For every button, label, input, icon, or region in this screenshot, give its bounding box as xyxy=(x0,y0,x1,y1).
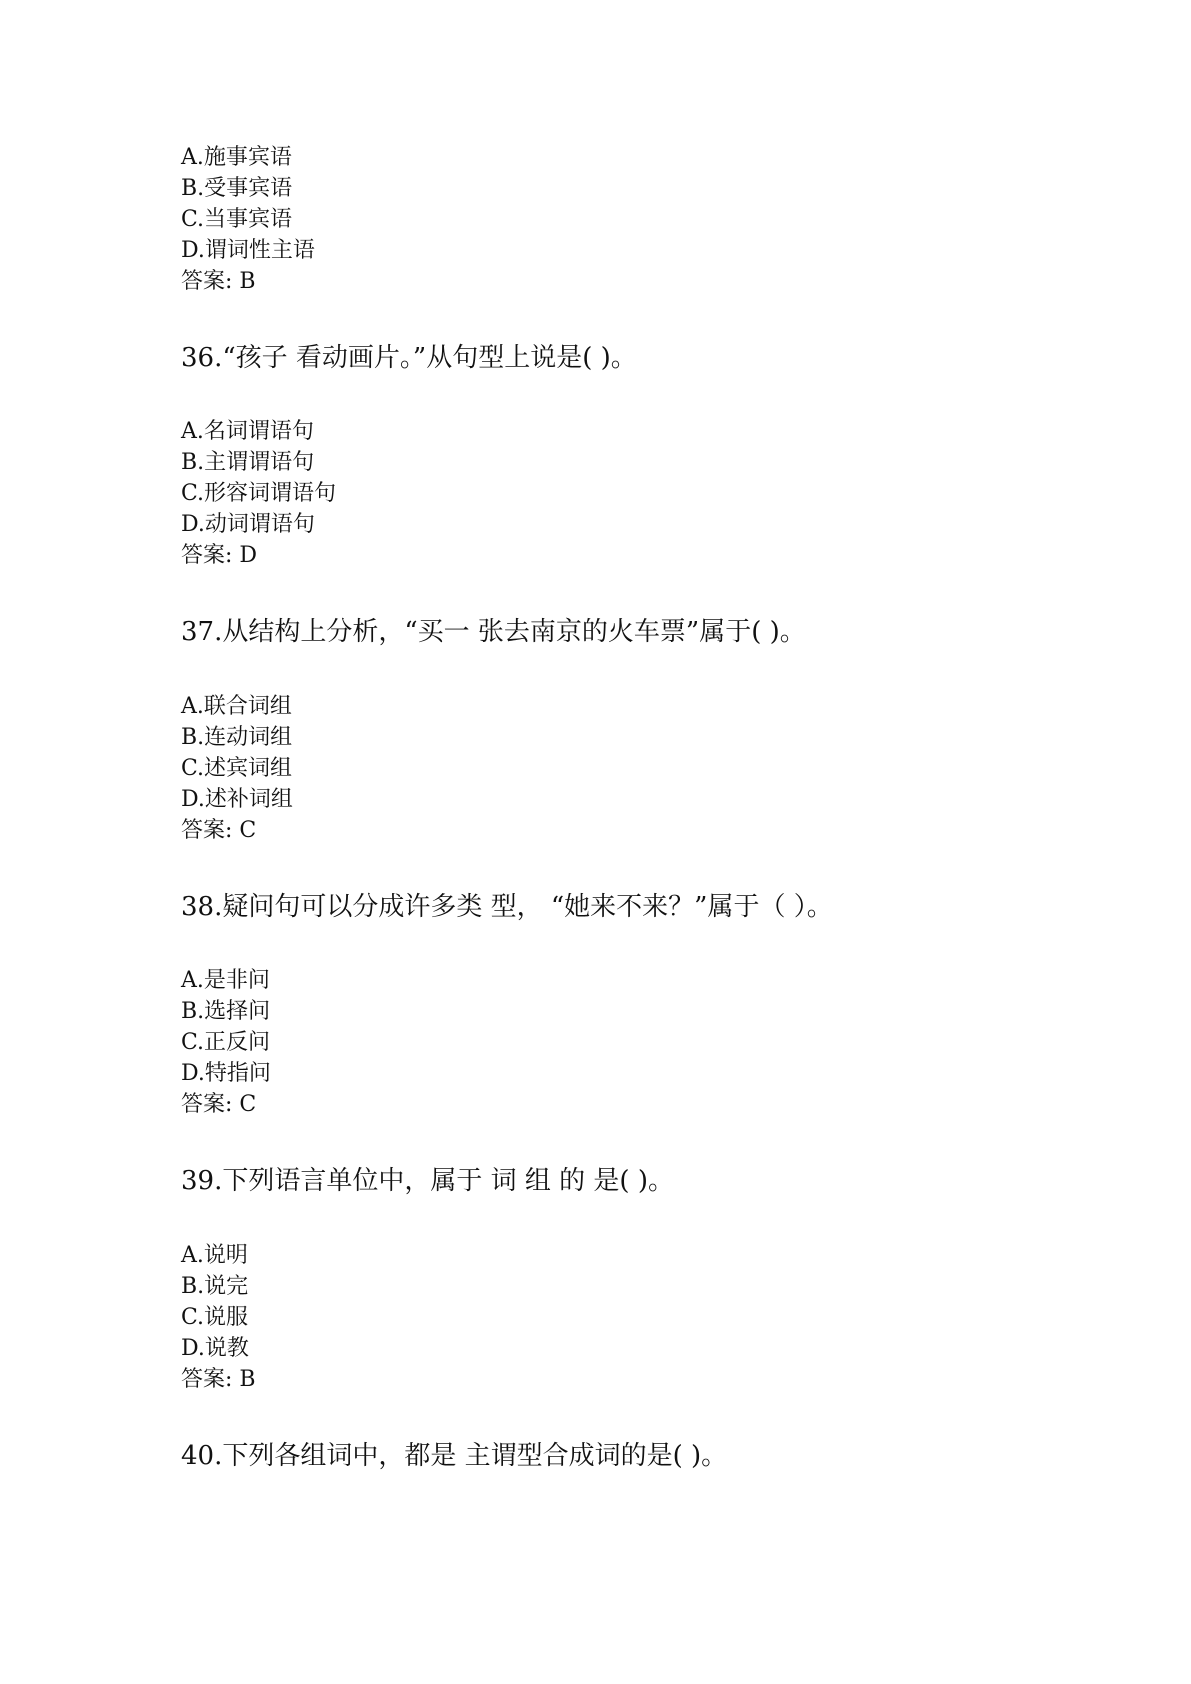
option-c: C.说服 xyxy=(181,1305,249,1330)
option-b: B.主谓谓语句 xyxy=(181,450,315,475)
answer-line: 答案: C xyxy=(181,1092,257,1117)
option-c: C.述宾词组 xyxy=(181,756,293,781)
option-b: B.连动词组 xyxy=(181,725,293,750)
option-a: A.是非问 xyxy=(181,968,270,993)
option-d: D.谓词性主语 xyxy=(181,238,315,263)
option-d: D.动词谓语句 xyxy=(181,512,315,537)
option-b: B.说完 xyxy=(181,1274,249,1299)
option-a: A.施事宾语 xyxy=(181,145,292,170)
option-b: B.受事宾语 xyxy=(181,176,293,201)
option-c: C.当事宾语 xyxy=(181,207,293,232)
option-c: C.形容词谓语句 xyxy=(181,481,337,506)
question-stem: 38.疑问句可以分成许多类 型， “她来不来？”属于（ ）。 xyxy=(181,892,833,922)
question-stem: 37.从结构上分析，“买一 张去南京的火车票”属于( )。 xyxy=(181,617,806,647)
option-d: D.说教 xyxy=(181,1336,249,1361)
option-a: A.名词谓语句 xyxy=(181,419,314,444)
option-a: A.联合词组 xyxy=(181,694,292,719)
option-d: D.特指问 xyxy=(181,1061,271,1086)
option-a: A.说明 xyxy=(181,1243,248,1268)
answer-line: 答案: C xyxy=(181,818,257,843)
answer-line: 答案: B xyxy=(181,269,256,294)
option-d: D.述补词组 xyxy=(181,787,293,812)
option-c: C.正反问 xyxy=(181,1030,271,1055)
question-stem: 39.下列语言单位中，属于 词 组 的 是( )。 xyxy=(181,1166,674,1196)
answer-line: 答案: D xyxy=(181,543,258,568)
question-stem: 40.下列各组词中，都是 主谓型合成词的是( )。 xyxy=(181,1441,728,1471)
question-stem: 36.“孩子 看动画片。”从句型上说是( )。 xyxy=(181,343,637,373)
answer-line: 答案: B xyxy=(181,1367,256,1392)
option-b: B.选择问 xyxy=(181,999,271,1024)
